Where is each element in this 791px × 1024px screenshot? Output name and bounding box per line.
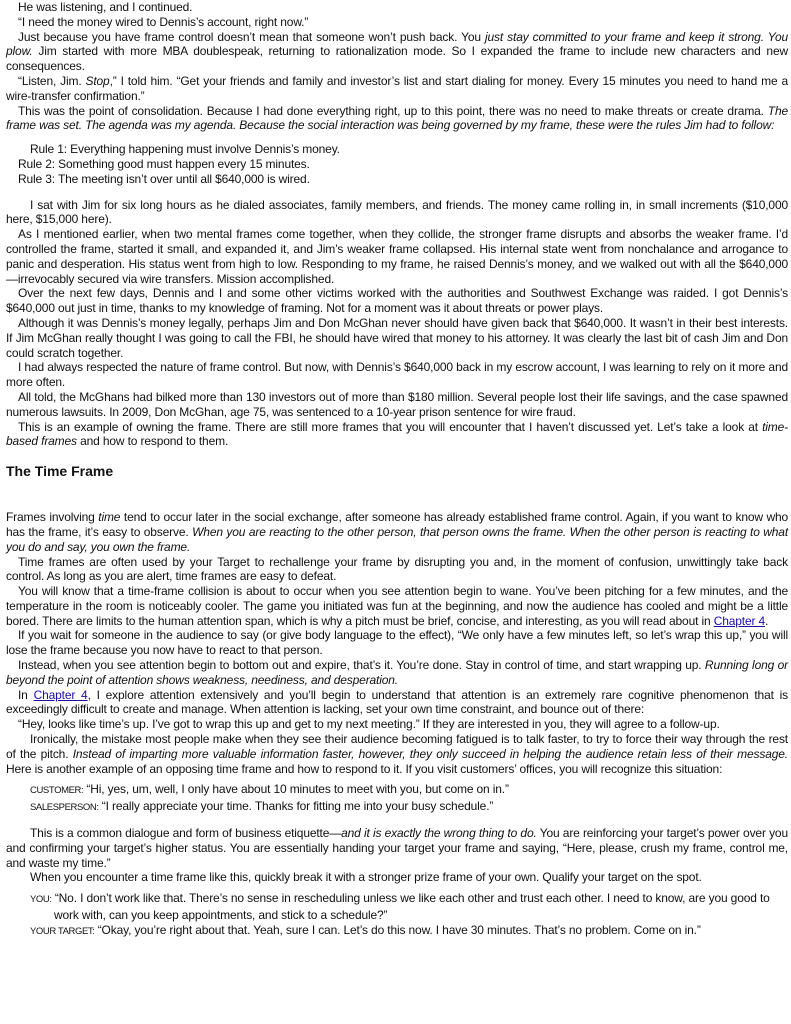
document-page: [6, 0, 788, 950]
paragraph: Although it was Dennis’s money legally, perhaps Jim and Don McGhan never should have given back that $640,000. It wasn’t in their best interests. If Jim McGhan really thought I was going to call the FBI, he should have wired that money to his attorney. It was clearly the last bit of cash Jim and Don could scratch together.: [6, 315, 788, 360]
customer-dialogue: [30, 782, 788, 816]
rule-item: Rule 2: Something good must happen every 15 minutes.: [18, 156, 310, 171]
paragraph: “I need the money wired to Dennis’s account, right now.”: [18, 14, 309, 29]
dialogue-line: [30, 799, 788, 816]
opening-narrative: [6, 0, 788, 133]
paragraph: Over the next few days, Dennis and I and some other victims worked with the authorities and Southwest Exchange was raided. I got Dennis’s $640,000 out just in time, thanks to my knowledge of framing. Not for a moment was it about threats or power plays.: [6, 286, 788, 316]
speaker-label: YOUR TARGET:: [30, 925, 95, 937]
paragraph: I had always respected the nature of frame control. But now, with Dennis’s $640,000 back in my escrow account, I was learning to rely on it more and more often.: [6, 360, 788, 390]
spoken-line: “Okay, you’re right about that. Yeah, sure I can. Let’s do this now. I have 30 minutes. That’s no problem. Come on in.”: [94, 922, 701, 937]
paragraph: Instead, when you see attention begin to bottom out and expire, that’s it. You’re done. Stay in control of time, and start wrapping up. Running long or beyond the point of attention shows weakness, neediness, and desperation.: [6, 658, 788, 687]
paragraph: “Hey, looks like time’s up. I’ve got to wrap this up and get to my next meeting.” If they are interested in you, they will agree to a follow-up.: [18, 717, 720, 732]
response-dialogue: [30, 891, 788, 939]
spoken-line: “Hi, yes, um, well, I only have about 10 minutes to meet with you, but come on in.”: [83, 782, 509, 797]
paragraph: In Chapter 4, I explore attention extensively and you’ll begin to understand that attention is an extremely rare cognitive phenomenon that is exceedingly difficult to create and manage. When attention is lacking, set your own time constraint, and bounce out of there:: [6, 687, 788, 717]
dialogue-line: [30, 891, 788, 923]
speaker-label: SALESPERSON:: [30, 802, 99, 814]
time-frame-section: [6, 510, 788, 776]
spoken-line: “I really appreciate your time. Thanks for fitting me into your busy schedule.”: [98, 799, 494, 814]
paragraph: This is a common dialogue and form of business etiquette—and it is exactly the wrong thing to do. You are reinforcing your target’s power over you and confirming your target’s higher status. You are essentially handing your target your frame and saying, “Here, please, crush my frame, control me, and waste my time.”: [6, 826, 788, 870]
rule-item: Rule 1: Everything happening must involve Dennis’s money.: [30, 142, 340, 157]
story-continuation: [6, 198, 788, 450]
spoken-line: “No. I don’t work like that. There’s no sense in rescheduling unless we like each other and trust each other. I need to know, are you good to work with, can you keep appointments, and stick to a schedule?”: [51, 891, 770, 923]
paragraph: This is an example of owning the frame. There are still more frames that you will encounter that I haven’t discussed yet. Let’s take a look at time-based frames and how to respond to them.: [6, 419, 788, 449]
paragraph: “Listen, Jim. Stop,” I told him. “Get your friends and family and investor’s list and start dialing for money. Every 15 minutes you need to hand me a wire-transfer confirmation.”: [6, 73, 788, 103]
paragraph: Just because you have frame control doesn’t mean that someone won’t push back. You just stay committed to your frame and keep it strong. You plow. Jim started with more MBA doublespeak, returning to rationalization mode. So I expanded the frame to include new characters and new consequences.: [6, 29, 788, 74]
speaker-label: CUSTOMER:: [30, 785, 84, 797]
paragraph: When you encounter a time frame like this, quickly break it with a stronger prize frame of your own. Qualify your target on the spot.: [30, 870, 702, 885]
paragraph: You will know that a time-frame collision is about to occur when you see attention begin to wane. You’ve been pitching for a few minutes, and the temperature in the room is noticeably cooler. The game you initiated was fun at the beginning, and now the audience has cooled and might be a little bored. There are limits to the human attention span, which is why a pitch must be brief, concise, and interesting, as you will read about in Chapter 4.: [6, 584, 788, 628]
paragraph: Frames involving time tend to occur later in the social exchange, after someone has already established frame control. Again, if you want to know who has the frame, it’s easy to observe. When you are reacting to the other person, that person owns the frame. When the other person is reacting to what you do and say, you own the frame.: [6, 510, 789, 554]
dialogue-line: [30, 923, 788, 940]
chapter-4-link[interactable]: Chapter 4: [713, 613, 766, 628]
chapter-4-link[interactable]: Chapter 4: [33, 687, 88, 702]
paragraph: He was listening, and I continued.: [18, 0, 193, 14]
paragraph: Ironically, the mistake most people make when they see their audience becoming fatigued is to talk faster, to try to force their way through the rest of the pitch. Instead of imparting more valuable information faster, however, they only succeed in helping the audience retain less of their message. Here is another example of an opposing time frame and how to respond to it. If you visit customers’ offices, you will recognize this situation:: [6, 732, 788, 776]
paragraph: Time frames are often used by your Target to rechallenge your frame by disrupting you and, in the moment of confusion, unwittingly take back control. As long as you are alert, time frames are easy to defeat.: [6, 554, 788, 584]
section-heading: The Time Frame: [6, 463, 114, 480]
paragraph: As I mentioned earlier, when two mental frames come together, when they collide, the stronger frame disrupts and absorbs the weaker frame. I’d controlled the frame, started it small, and expanded it, and Jim’s weaker frame collapsed. His internal state went from nonchalance and arrogance to panic and desperation. His status went from high to low. Responding to my frame, he raised Dennis’s money, and we walked out with all the $640,000—irrevocably secured via wire transfers. Mission accomplished.: [6, 227, 788, 286]
speaker-label: YOU:: [30, 894, 52, 906]
etiquette-paragraphs: [6, 826, 788, 885]
paragraph: This was the point of consolidation. Because I had done everything right, up to this point, there was no need to make threats or create drama. The frame was set. The agenda was my agenda. Because the social interaction was being governed by my frame, these were the rules Jim had to follow:: [6, 103, 788, 133]
rule-item: Rule 3: The meeting isn’t over until all $640,000 is wired.: [18, 171, 310, 186]
paragraph: If you wait for someone in the audience to say (or give body language to the effect), “We only have a few minutes left, so let’s wrap this up,” you will lose the frame because you now have to react to that person.: [6, 628, 788, 658]
rules-list: [6, 142, 788, 186]
paragraph: I sat with Jim for six long hours as he dialed associates, family members, and friends. The money came rolling in, in small increments ($10,000 here, $15,000 here).: [6, 197, 788, 227]
dialogue-line: [30, 782, 788, 799]
paragraph: All told, the McGhans had bilked more than 130 investors out of more than $180 million. Several people lost their life savings, and the case spawned numerous lawsuits. In 2009, Don McGhan, age 75, was sentenced to a 10-year prison sentence for wire fraud.: [6, 389, 788, 419]
